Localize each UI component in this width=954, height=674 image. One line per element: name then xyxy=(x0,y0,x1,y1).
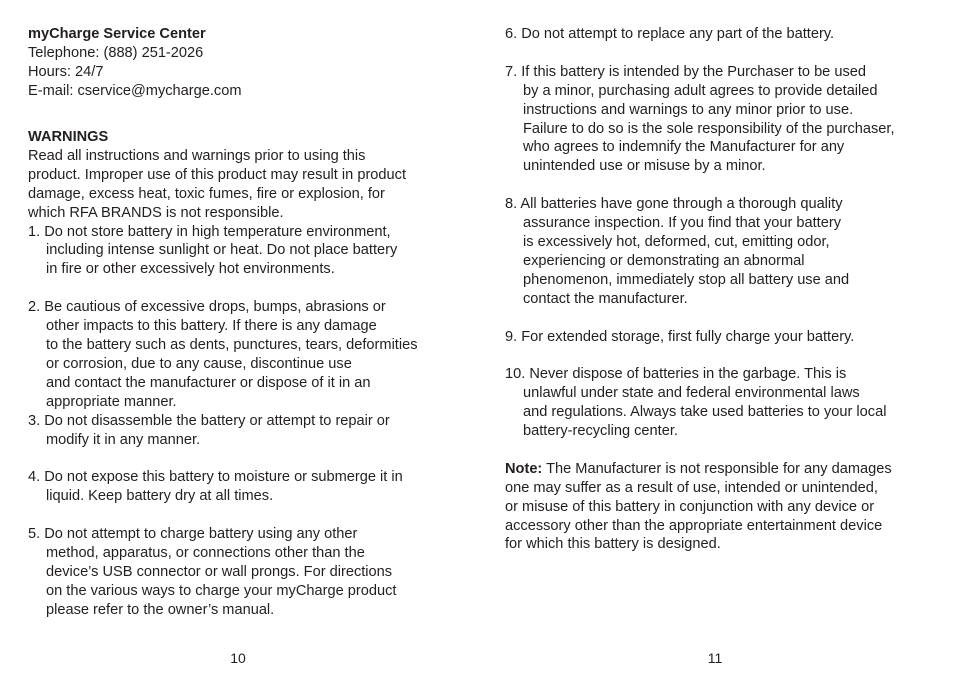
warning-line: contact the manufacturer. xyxy=(523,290,688,307)
warning-line: 5. Do not attempt to charge battery using any other xyxy=(28,526,358,543)
warning-line: 6. Do not attempt to replace any part of the battery. xyxy=(505,26,835,42)
intro-line: which RFA BRANDS is not responsible. xyxy=(28,204,284,221)
warning-line: 8. All batteries have gone through a thorough quality xyxy=(505,196,843,213)
note-line: one may suffer as a result of use, intended or unintended, xyxy=(505,479,878,496)
note-paragraph xyxy=(505,460,895,555)
warning-line: or corrosion, due to any cause, discontinue use xyxy=(46,355,352,372)
warning-line: please refer to the owner’s manual. xyxy=(46,601,275,618)
warning-line: device’s USB connector or wall prongs. For directions xyxy=(46,563,393,580)
warning-line: including intense sunlight or heat. Do not place battery xyxy=(46,242,398,259)
warning-line: and contact the manufacturer or dispose of it in an xyxy=(46,374,371,391)
warning-line: is excessively hot, deformed, cut, emitting odor, xyxy=(523,233,830,250)
warning-line: other impacts to this battery. If there is any damage xyxy=(46,318,377,335)
note-label: Note: xyxy=(505,460,543,477)
warning-line: unlawful under state and federal environmental laws xyxy=(523,385,860,402)
email-line: E-mail: cservice@mycharge.com xyxy=(28,82,242,99)
intro-line: product. Improper use of this product may result in product xyxy=(28,166,406,183)
warning-line: 7. If this battery is intended by the Purchaser to be used xyxy=(505,63,867,80)
warning-line: and regulations. Always take used batteries to your local xyxy=(523,404,887,421)
warning-item-8 xyxy=(505,195,895,308)
hours-line: Hours: 24/7 xyxy=(28,63,104,80)
service-center-title: myCharge Service Center xyxy=(28,26,206,42)
warnings-intro xyxy=(28,147,418,223)
warning-line: appropriate manner. xyxy=(46,393,177,410)
warning-line: 10. Never dispose of batteries in the garbage. This is xyxy=(505,366,847,383)
page-number: 10 xyxy=(230,650,246,666)
warning-line: 4. Do not expose this battery to moisture or submerge it in xyxy=(28,469,403,486)
warning-line: experiencing or demonstrating an abnormal xyxy=(523,252,805,269)
warning-item-6 xyxy=(505,25,895,44)
warning-item-2 xyxy=(28,298,418,411)
warning-line: battery-recycling center. xyxy=(523,423,678,440)
warning-line: in fire or other excessively hot environments. xyxy=(46,261,335,278)
warning-item-5 xyxy=(28,525,418,620)
warning-line: who agrees to indemnify the Manufacturer for any xyxy=(523,139,845,156)
warning-line: Failure to do so is the sole responsibility of the purchaser, xyxy=(523,120,895,137)
note-line: or misuse of this battery in conjunction with any device or xyxy=(505,498,875,515)
warning-line: instructions and warnings to any minor prior to use. xyxy=(523,101,854,118)
warning-line: 2. Be cautious of excessive drops, bumps, abrasions or xyxy=(28,299,386,316)
warnings-continued xyxy=(505,25,895,554)
note-line: for which this battery is designed. xyxy=(505,536,721,553)
warning-line: unintended use or misuse by a minor. xyxy=(523,158,766,175)
warning-item-1 xyxy=(28,223,418,280)
warning-item-9 xyxy=(505,328,895,347)
warnings-section xyxy=(28,128,418,620)
warning-line: on the various ways to charge your myCharge product xyxy=(46,582,397,599)
warning-item-4 xyxy=(28,468,418,506)
warning-line: liquid. Keep battery dry at all times. xyxy=(46,488,274,505)
warning-line: by a minor, purchasing adult agrees to provide detailed xyxy=(523,82,878,99)
warning-item-3 xyxy=(28,412,418,450)
warning-line: phenomenon, immediately stop all battery use and xyxy=(523,271,850,288)
warning-line: 1. Do not store battery in high temperature environment, xyxy=(28,223,391,240)
warning-item-10 xyxy=(505,365,895,441)
warning-line: 9. For extended storage, first fully charge your battery. xyxy=(505,328,855,345)
page-number: 11 xyxy=(707,650,723,666)
warning-line: to the battery such as dents, punctures, tears, deformities xyxy=(46,336,418,353)
intro-line: damage, excess heat, toxic fumes, fire or explosion, for xyxy=(28,185,385,202)
intro-line: Read all instructions and warnings prior to using this xyxy=(28,147,366,164)
warnings-heading: WARNINGS xyxy=(28,129,109,145)
warning-line: modify it in any manner. xyxy=(46,431,201,448)
note-line: accessory other than the appropriate entertainment device xyxy=(505,517,883,534)
telephone-line: Telephone: (888) 251-2026 xyxy=(28,44,204,61)
warning-item-7 xyxy=(505,63,895,176)
warning-line: method, apparatus, or connections other than the xyxy=(46,544,365,561)
warning-line: assurance inspection. If you find that your battery xyxy=(523,215,841,232)
note-first-line-text: The Manufacturer is not responsible for any damages xyxy=(542,460,892,477)
service-center-contact xyxy=(28,25,242,101)
warning-line: 3. Do not disassemble the battery or attempt to repair or xyxy=(28,412,390,429)
note-first-line xyxy=(505,460,895,479)
right-page xyxy=(477,0,954,674)
